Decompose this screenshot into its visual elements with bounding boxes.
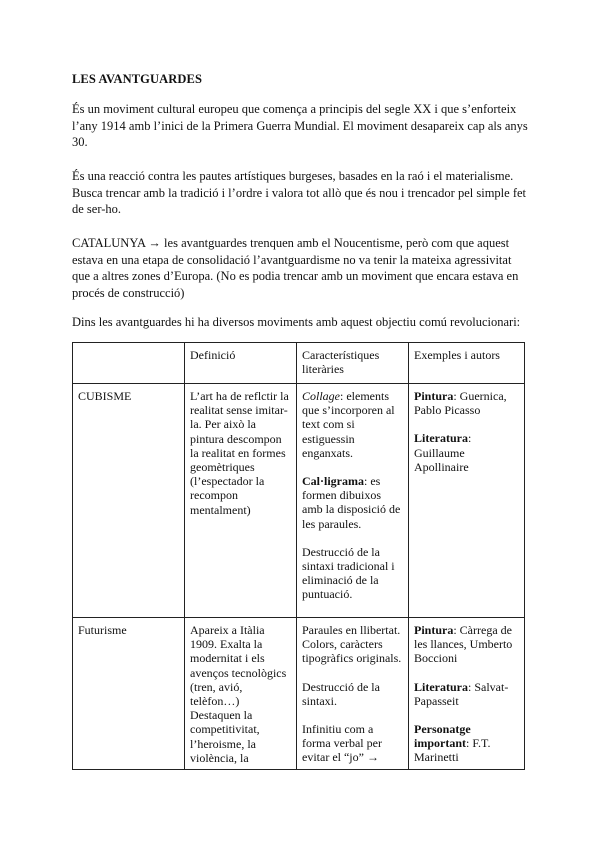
literatura-text: : Salvat-Papasseit — [414, 679, 509, 708]
page-title: LES AVANTGUARDES — [72, 72, 203, 86]
term-caligrama: Cal·ligrama — [302, 474, 364, 489]
pintura-text: : Càrrega de les llances, Umberto Boccioni — [414, 623, 513, 666]
movements-table — [72, 342, 525, 770]
header-cell-exemples: Exemples i autors — [409, 343, 525, 384]
label-literatura: Literatura — [414, 431, 468, 446]
personatge-text: : F.T. Marinetti — [414, 736, 491, 765]
movement-name-futurisme: Futurisme — [73, 618, 185, 770]
paragraph-catalunya: CATALUNYA → les avantguardes trenquen amb el Noucentisme, però com que aquest estava en una etapa de consolidació l’avantguardisme no va tenir la mateixa agressivitat que a altres zones d’Europa. (No es podia trencar amb un moviment que encara estava en procés de construcció) — [72, 236, 519, 300]
header-cell-definicio: Definició — [185, 343, 297, 384]
table-row-cubisme — [73, 384, 525, 618]
header-cell-empty — [73, 343, 185, 384]
collage-text: : elements que s’incorporen al text com si estiguessin enganxats. — [302, 389, 395, 460]
sintaxi-text: Destrucció de la sintaxi tradicional i eliminació de la puntuació. — [302, 544, 395, 602]
characteristics-cubisme — [297, 384, 409, 618]
paragraph-intro: És un moviment cultural europeu que comença a principis del segle XX i que s’enforteix l’any 1914 amb l’inici de la Primera Guerra Mundial. El moviment desapareix cap als anys 30. — [72, 102, 528, 149]
label-pintura: Pintura — [414, 623, 454, 637]
table-row-futurisme — [73, 618, 525, 770]
definition-futurisme: Apareix a Itàlia 1909. Exalta la modernitat i els avenços tecnològics (tren, avió, telèfon…) Destaquen la competitivitat, l’heroisme, la violència, la — [185, 618, 297, 770]
label-literatura: Literatura — [414, 679, 468, 694]
caligrama-text: : es formen dibuixos amb la disposició de les paraules. — [302, 474, 401, 531]
examples-cubisme — [409, 384, 525, 618]
char-infinitiu: Infinitiu com a forma verbal per evitar el “jo” → — [302, 722, 382, 765]
char-sintaxi: Destrucció de la sintaxi. — [302, 679, 380, 708]
characteristics-futurisme — [297, 618, 409, 770]
label-personatge: Personatge important — [414, 722, 471, 751]
paragraph-reaction: És una reacció contra les pautes artístiques burgeses, basades en la raó i el materialisme. Busca trencar amb la tradició i l’ordre i valora tot allò que és nou i trencador pel simple fet de ser-ho. — [72, 169, 526, 216]
label-pintura: Pintura — [414, 389, 454, 403]
term-collage: Collage — [302, 389, 340, 403]
examples-futurisme — [409, 618, 525, 770]
definition-cubisme: L’art ha de reflctir la realitat sense imitar-la. Per això la pintura descompon la realitat en formes geomètriques (l’espectador la recompon mentalment) — [185, 384, 297, 618]
pintura-text: : Guernica, Pablo Picasso — [414, 389, 507, 418]
char-paraules: Paraules en llibertat. Colors, caràcters tipogràfics originals. — [302, 623, 402, 666]
paragraph-movements: Dins les avantguardes hi ha diversos moviments amb aquest objectiu comú revolucionari: — [72, 315, 521, 329]
literatura-text: : Guillaume Apollinaire — [414, 431, 472, 474]
table-header-row — [73, 343, 525, 384]
header-cell-caracteristiques: Característiques literàries — [297, 343, 409, 384]
movement-name-cubisme: CUBISME — [73, 384, 185, 618]
